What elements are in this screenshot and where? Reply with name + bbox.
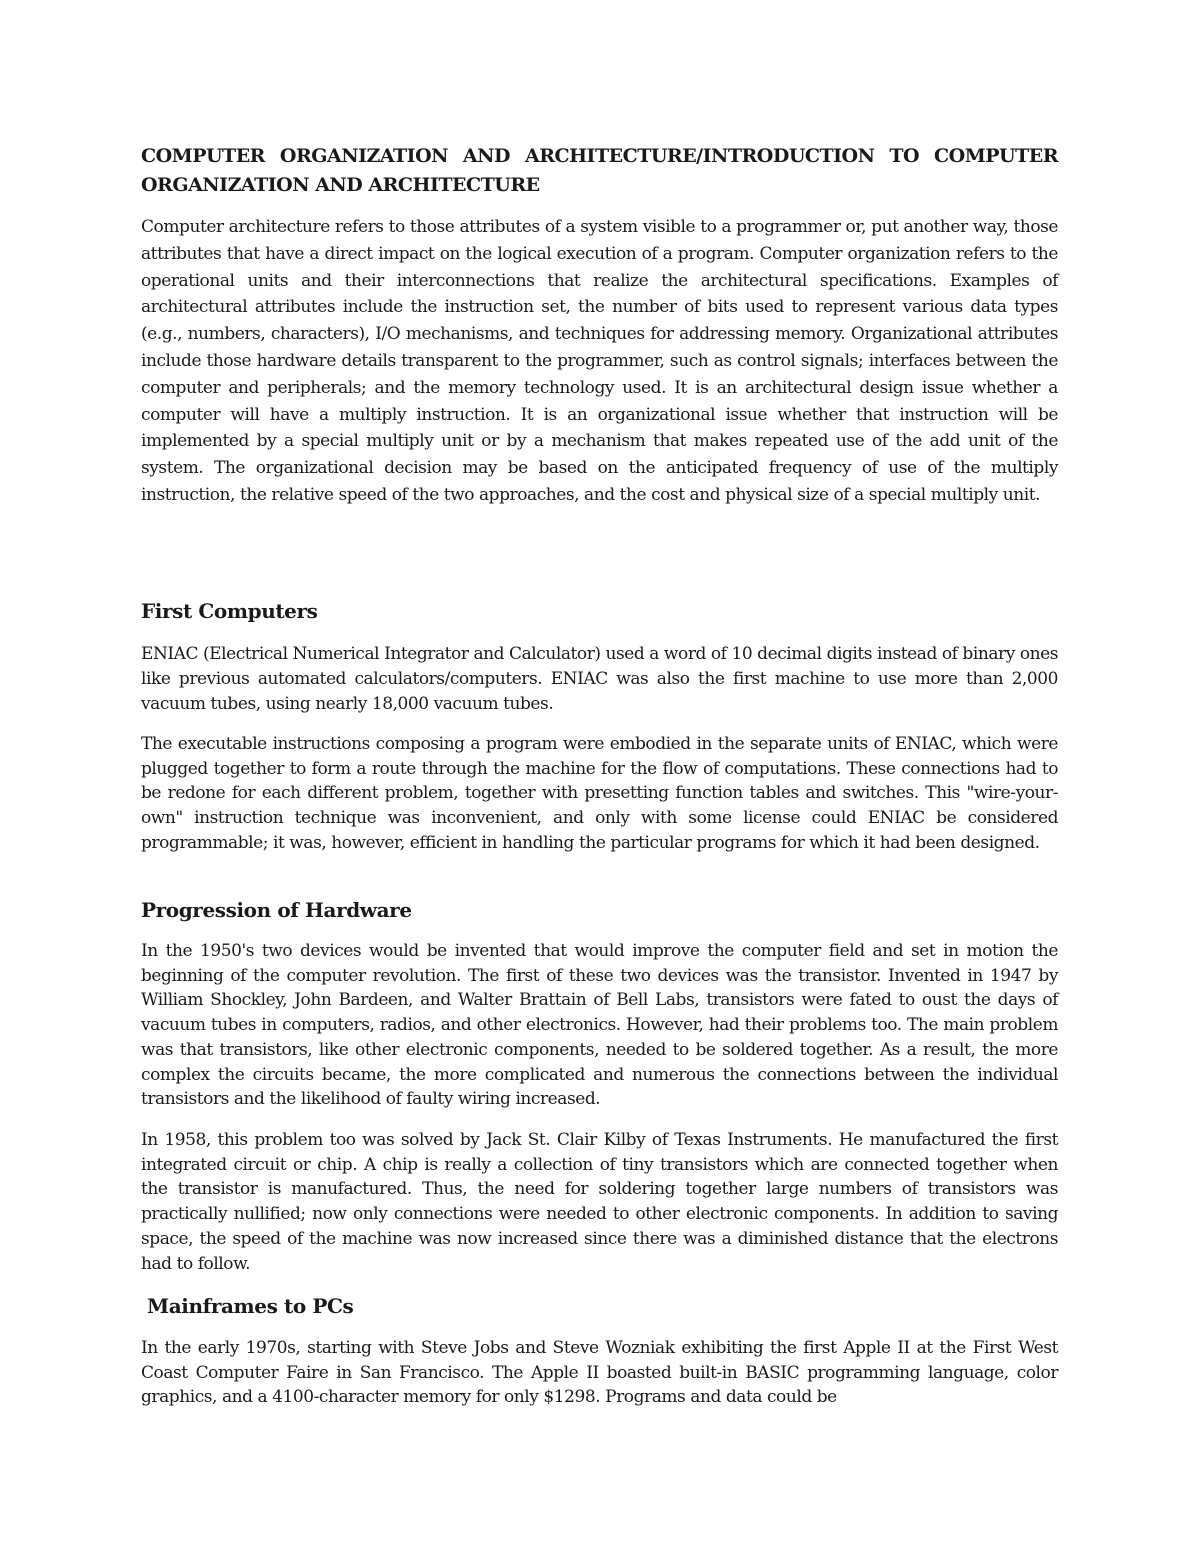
paragraph-integrated-circuit: In 1958, this problem too was solved by Jack St. Clair Kilby of Texas Instruments. He manufactured the first integrated circuit or chip. A chip is really a collection of tiny transistors which are connected together when the transistor is manufactured. Thus, the need for soldering together large numbers of transistors was practically nullified; now only connections were needed to other electronic components. In addition to saving space, the speed of the machine was now increased since there was a diminished distance that the electrons had to follow. [141, 1130, 1058, 1274]
document-title: COMPUTER ORGANIZATION AND ARCHITECTURE/INTRODUCTION TO COMPUTER ORGANIZATION AND ARCHITECTURE [141, 145, 1058, 196]
section-heading-progression-of-hardware: Progression of Hardware [141, 898, 412, 922]
paragraph-eniac-word: ENIAC (Electrical Numerical Integrator and Calculator) used a word of 10 decimal digits instead of binary ones like previous automated calculators/computers. ENIAC was also the first machine to use more than 2,000 vacuum tubes, using nearly 18,000 vacuum tubes. [141, 644, 1058, 714]
section-heading-mainframes-to-pcs: Mainframes to PCs [147, 1294, 354, 1318]
paragraph-apple-ii: In the early 1970s, starting with Steve Jobs and Steve Wozniak exhibiting the first Apple II at the First West Coast Computer Faire in San Francisco. The Apple II boasted built-in BASIC programming language, color graphics, and a 4100-character memory for only $1298. Programs and data could be [141, 1338, 1058, 1408]
paragraph-eniac-instructions: The executable instructions composing a program were embodied in the separate units of ENIAC, which were plugged together to form a route through the machine for the flow of computations. These connections had to be redone for each different problem, together with presetting function tables and switches. This "wire-your-own" instruction technique was inconvenient, and only with some license could ENIAC be considered programmable; it was, however, efficient in handling the particular programs for which it had been designed. [141, 734, 1058, 853]
paragraph-transistor: In the 1950's two devices would be invented that would improve the computer field and set in motion the beginning of the computer revolution. The first of these two devices was the transistor. Invented in 1947 by William Shockley, John Bardeen, and Walter Brattain of Bell Labs, transistors were fated to oust the days of vacuum tubes in computers, radios, and other electronics. However, had their problems too. The main problem was that transistors, like other electronic components, needed to be soldered together. As a result, the more complex the circuits became, the more complicated and numerous the connections between the individual transistors and the likelihood of faulty wiring increased. [141, 941, 1058, 1110]
section-heading-first-computers: First Computers [141, 599, 318, 623]
intro-paragraph: Computer architecture refers to those attributes of a system visible to a programmer or, put another way, those attributes that have a direct impact on the logical execution of a program. Computer organization refers to the operational units and their interconnections that realize the architectural specifications. Examples of architectural attributes include the instruction set, the number of bits used to represent various data types (e.g., numbers, characters), I/O mechanisms, and techniques for addressing memory. Organizational attributes include those hardware details transparent to the programmer, such as control signals; interfaces between the computer and peripherals; and the memory technology used. It is an architectural design issue whether a computer will have a multiply instruction. It is an organizational issue whether that instruction will be implemented by a special multiply unit or by a mechanism that makes repeated use of the add unit of the system. The organizational decision may be based on the anticipated frequency of use of the multiply instruction, the relative speed of the two approaches, and the cost and physical size of a special multiply unit. [141, 217, 1058, 505]
